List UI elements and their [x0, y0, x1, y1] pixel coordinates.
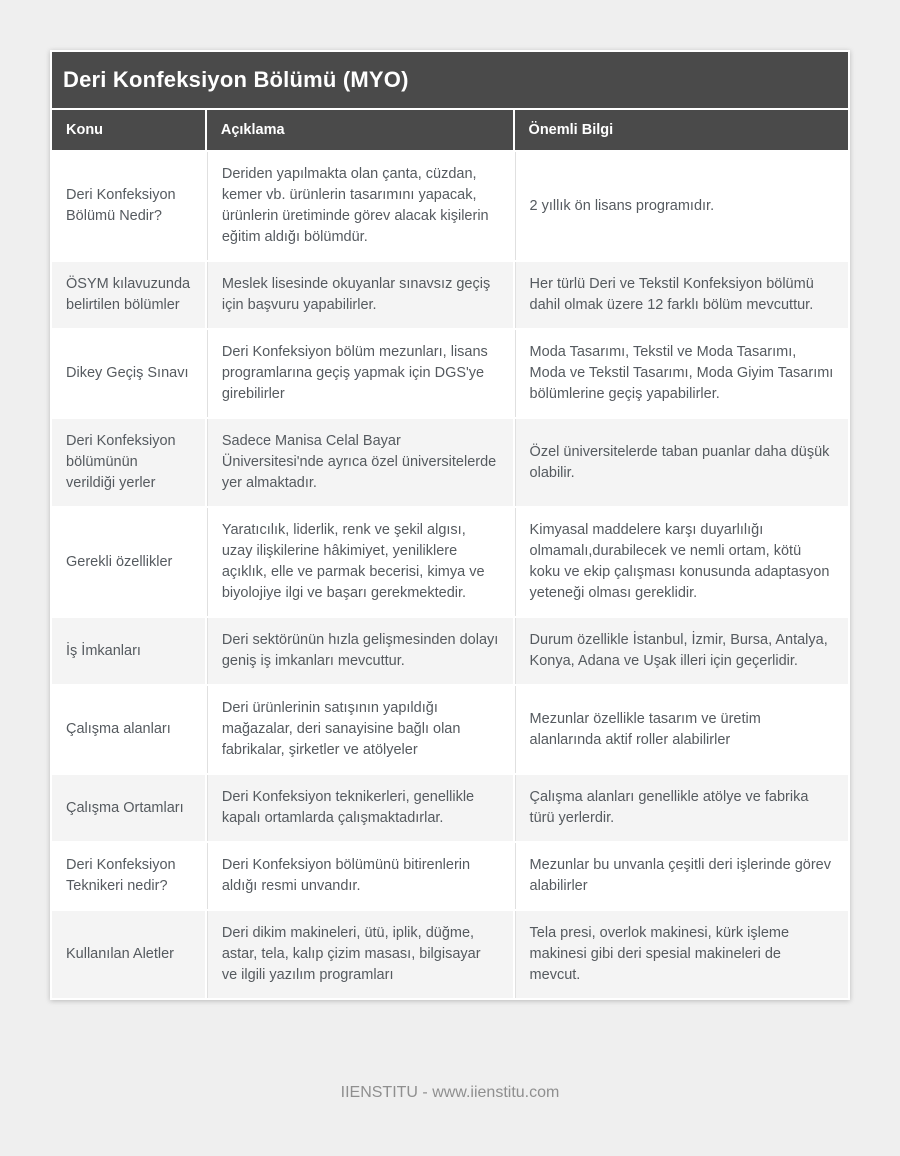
column-header-onemli-bilgi: Önemli Bilgi — [515, 110, 848, 150]
table-row — [52, 262, 848, 328]
cell-onemli: Mezunlar özellikle tasarım ve üretim alanlarında aktif roller alabilirler — [515, 686, 848, 773]
cell-konu: Gerekli özellikler — [52, 508, 205, 616]
cell-konu: Çalışma alanları — [52, 686, 205, 773]
info-table — [50, 108, 850, 1000]
table-row — [52, 686, 848, 773]
cell-konu: İş İmkanları — [52, 618, 205, 684]
info-table-card — [50, 50, 850, 1000]
table-row — [52, 330, 848, 417]
table-row — [52, 508, 848, 616]
page-title: Deri Konfeksiyon Bölümü (MYO) — [52, 52, 848, 108]
cell-aciklama: Deri Konfeksiyon teknikerleri, genellikle kapalı ortamlarda çalışmaktadırlar. — [207, 775, 513, 841]
table-row — [52, 843, 848, 909]
table-row — [52, 775, 848, 841]
cell-onemli: Her türlü Deri ve Tekstil Konfeksiyon bölümü dahil olmak üzere 12 farklı bölüm mevcuttur. — [515, 262, 848, 328]
cell-aciklama: Meslek lisesinde okuyanlar sınavsız geçiş için başvuru yapabilirler. — [207, 262, 513, 328]
footer-credit: IIENSTITU - www.iienstitu.com — [340, 1084, 560, 1101]
column-header-aciklama: Açıklama — [207, 110, 513, 150]
cell-onemli: Çalışma alanları genellikle atölye ve fabrika türü yerlerdir. — [515, 775, 848, 841]
table-header-row — [52, 110, 848, 150]
cell-konu: Deri Konfeksiyon Bölümü Nedir? — [52, 152, 205, 260]
cell-onemli: 2 yıllık ön lisans programıdır. — [515, 152, 848, 260]
cell-aciklama: Deri sektörünün hızla gelişmesinden dolayı geniş iş imkanları mevcuttur. — [207, 618, 513, 684]
table-row — [52, 911, 848, 998]
cell-aciklama: Sadece Manisa Celal Bayar Üniversitesi'nde ayrıca özel üniversitelerde yer almaktadır. — [207, 419, 513, 506]
cell-aciklama: Deri ürünlerinin satışının yapıldığı mağazalar, deri sanayisine bağlı olan fabrikalar, şirketler ve atölyeler — [207, 686, 513, 773]
cell-konu: ÖSYM kılavuzunda belirtilen bölümler — [52, 262, 205, 328]
cell-aciklama: Yaratıcılık, liderlik, renk ve şekil algısı, uzay ilişkilerine hâkimiyet, yeniliklere açıklık, elle ve parmak becerisi, kimya ve biyolojiye ilgi ve başarı gerekmektedir. — [207, 508, 513, 616]
table-row — [52, 419, 848, 506]
table-row — [52, 152, 848, 260]
cell-konu: Deri Konfeksiyon bölümünün verildiği yerler — [52, 419, 205, 506]
cell-onemli: Moda Tasarımı, Tekstil ve Moda Tasarımı, Moda ve Tekstil Tasarımı, Moda Giyim Tasarımı bölümlerine geçiş yapabilirler. — [515, 330, 848, 417]
table-row — [52, 618, 848, 684]
cell-onemli: Özel üniversitelerde taban puanlar daha düşük olabilir. — [515, 419, 848, 506]
cell-onemli: Kimyasal maddelere karşı duyarlılığı olmamalı,durabilecek ve nemli ortam, kötü koku ve ekip çalışması konusunda adaptasyon yeteneği olması gereklidir. — [515, 508, 848, 616]
cell-konu: Deri Konfeksiyon Teknikeri nedir? — [52, 843, 205, 909]
cell-aciklama: Deriden yapılmakta olan çanta, cüzdan, kemer vb. ürünlerin tasarımını yapacak, ürünlerin üretiminde görev alacak kişilerin eğitim aldığı bölümdür. — [207, 152, 513, 260]
cell-aciklama: Deri Konfeksiyon bölümünü bitirenlerin aldığı resmi unvandır. — [207, 843, 513, 909]
cell-aciklama: Deri Konfeksiyon bölüm mezunları, lisans programlarına geçiş yapmak için DGS'ye girebilirler — [207, 330, 513, 417]
column-header-konu: Konu — [52, 110, 205, 150]
cell-konu: Kullanılan Aletler — [52, 911, 205, 998]
cell-aciklama: Deri dikim makineleri, ütü, iplik, düğme, astar, tela, kalıp çizim masası, bilgisayar ve ilgili yazılım programları — [207, 911, 513, 998]
cell-onemli: Mezunlar bu unvanla çeşitli deri işlerinde görev alabilirler — [515, 843, 848, 909]
cell-onemli: Durum özellikle İstanbul, İzmir, Bursa, Antalya, Konya, Adana ve Uşak illeri için geçerlidir. — [515, 618, 848, 684]
cell-onemli: Tela presi, overlok makinesi, kürk işleme makinesi gibi deri spesial makineleri de mevcut. — [515, 911, 848, 998]
cell-konu: Dikey Geçiş Sınavı — [52, 330, 205, 417]
cell-konu: Çalışma Ortamları — [52, 775, 205, 841]
